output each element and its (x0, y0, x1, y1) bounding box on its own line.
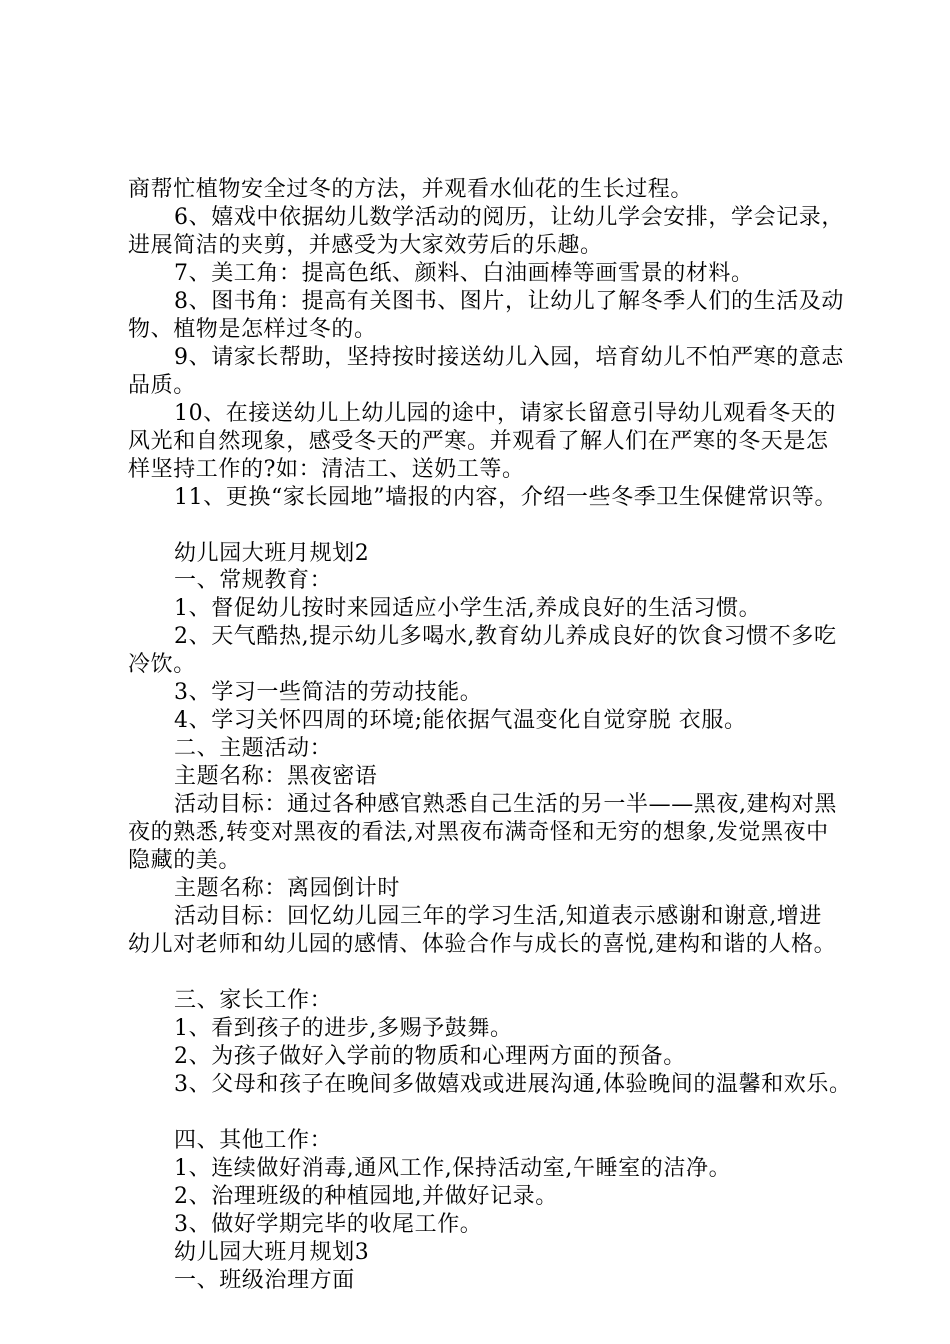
text-line: 主题名称：离园倒计时 (174, 876, 401, 901)
text-line: 11、更换“家长园地”墙报的内容，介绍一些冬季卫生保健常识等。 (174, 485, 838, 510)
text-line: 10、在接送幼儿上幼儿园的途中，请家长留意引导幼儿观看冬天的 (174, 401, 836, 426)
text-line: 三、家长工作： (174, 988, 333, 1013)
text-line: 9、请家长帮助，坚持按时接送幼儿入园，培育幼儿不怕严寒的意志 (174, 345, 844, 370)
text-line: 活动目标：回忆幼儿园三年的学习生活,知道表示感谢和谢意,增进 (174, 904, 822, 929)
text-line: 进展简洁的夹剪，并感受为大家效劳后的乐趣。 (128, 233, 603, 258)
text-line: 4、学习关怀四周的环境;能依据气温变化自觉穿脱 衣服。 (174, 708, 747, 733)
text-line: 1、连续做好消毒,通风工作,保持活动室,午睡室的洁净。 (174, 1156, 732, 1181)
text-line: 2、治理班级的种植园地,并做好记录。 (174, 1184, 558, 1209)
text-line: 一、班级治理方面 (174, 1268, 355, 1293)
text-line: 四、其他工作： (174, 1128, 333, 1153)
text-line: 隐藏的美。 (128, 848, 242, 873)
text-line: 一、常规教育： (174, 568, 333, 593)
text-line: 3、父母和孩子在晚间多做嬉戏或进展沟通,体验晚间的温馨和欢乐。 (174, 1072, 852, 1097)
text-line: 3、做好学期完毕的收尾工作。 (174, 1212, 483, 1237)
text-line: 品质。 (128, 373, 196, 398)
section-heading: 幼儿园大班月规划2 (174, 541, 370, 566)
text-line: 样坚持工作的?如：清洁工、送奶工等。 (128, 457, 525, 482)
text-line: 物、植物是怎样过冬的。 (128, 317, 377, 342)
text-line: 主题名称：黑夜密语 (174, 764, 378, 789)
text-line: 商帮忙植物安全过冬的方法，并观看水仙花的生长过程。 (128, 177, 694, 202)
text-line: 6、嬉戏中依据幼儿数学活动的阅历，让幼儿学会安排，学会记录， (174, 205, 844, 230)
text-line: 冷饮。 (128, 652, 196, 677)
text-line: 活动目标：通过各种感官熟悉自己生活的另一半——黑夜,建构对黑 (174, 792, 837, 817)
section-heading: 幼儿园大班月规划3 (174, 1240, 370, 1265)
text-line: 2、天气酷热,提示幼儿多喝水,教育幼儿养成良好的饮食习惯不多吃 (174, 624, 837, 649)
text-line: 二、主题活动： (174, 736, 333, 761)
text-line: 1、看到孩子的进步,多赐予鼓舞。 (174, 1016, 513, 1041)
text-line: 8、图书角：提高有关图书、图片，让幼儿了解冬季人们的生活及动 (174, 289, 844, 314)
text-line: 2、为孩子做好入学前的物质和心理两方面的预备。 (174, 1044, 686, 1069)
text-line: 1、督促幼儿按时来园适应小学生活,养成良好的生活习惯。 (174, 596, 762, 621)
text-line: 风光和自然现象，感受冬天的严寒。并观看了解人们在严寒的冬天是怎 (128, 429, 829, 454)
text-line: 3、学习一些简洁的劳动技能。 (174, 680, 483, 705)
text-line: 幼儿对老师和幼儿园的感情、体验合作与成长的喜悦,建构和谐的人格。 (128, 932, 837, 957)
text-line: 夜的熟悉,转变对黑夜的看法,对黑夜布满奇怪和无穷的想象,发觉黑夜中 (128, 820, 829, 845)
text-line: 7、美工角：提高色纸、颜料、白油画棒等画雪景的材料。 (174, 261, 754, 286)
